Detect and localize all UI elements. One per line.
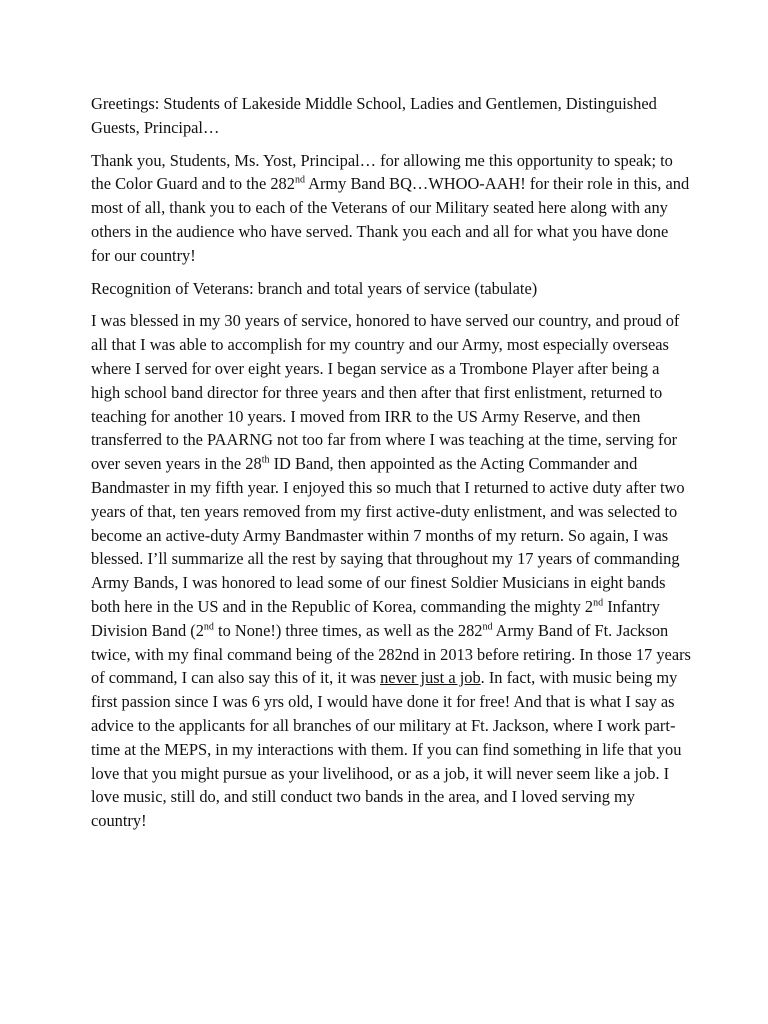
thanks-paragraph	[91, 149, 691, 268]
service-text-5: Army Band of Ft. Jackson twice, with my final command being of the 282nd in 2013 before retiring. In those 17 years of command, I can also say this of it, it was	[91, 620, 691, 688]
underlined-phrase: never just a job	[380, 668, 481, 688]
service-text-4: to None!) three times, as well as the 282	[213, 620, 483, 640]
ordinal-suffix: nd	[593, 597, 604, 609]
thanks-text-2: Army Band BQ…WHOO-AAH! for their role in this, and most of all, thank you to each of the Veterans of our Military seated here along with any others in the audience who have served. Thank you each and all for what you have done for our country!	[91, 174, 690, 265]
ordinal-suffix: nd	[294, 174, 305, 186]
recognition-paragraph: Recognition of Veterans: branch and total years of service (tabulate)	[91, 278, 538, 298]
service-text-3: Infantry Division Band (2	[91, 596, 660, 640]
service-text-1: I was blessed in my 30 years of service, honored to have served our country, and proud of all that I was able to accomplish for my country and our Army, most especially overseas where I served for over eight years. I began service as a Trombone Player after being a high school band director for three years and then after that first enlistment, returned to teaching for another 10 years. I moved from IRR to the US Army Reserve, and then transferred to the PAARNG not too far from where I was teaching at the time, serving for over seven years in the 28	[91, 311, 680, 474]
thanks-text-1: Thank you, Students, Ms. Yost, Principal… for allowing me this opportunity to speak; to the Color Guard and to the 282	[91, 150, 673, 194]
document-page	[91, 92, 691, 842]
service-paragraph	[91, 309, 691, 833]
ordinal-suffix: nd	[203, 621, 214, 633]
service-text-6: . In fact, with music being my first passion since I was 6 yrs old, I would have done it for free! And that is what I say as advice to the applicants for all branches of our military at Ft. Jackson, where I work part-time at the MEPS, in my interactions with them. If you can find something in life that you love that you might pursue as your livelihood, or as a job, it will never seem like a job. I love music, still do, and still conduct two bands in the area, and I loved serving my country!	[91, 668, 682, 831]
ordinal-suffix: th	[261, 454, 270, 466]
service-text-2: ID Band, then appointed as the Acting Commander and Bandmaster in my fifth year. I enjoyed this so much that I returned to active duty after two years of that, ten years removed from my first active-duty enlistment, and was selected to become an active-duty Army Bandmaster within 7 months of my return. So again, I was blessed. I’ll summarize all the rest by saying that throughout my 17 years of commanding Army Bands, I was honored to lead some of our finest Soldier Musicians in eight bands both here in the US and in the Republic of Korea, commanding the mighty 2	[91, 454, 685, 616]
ordinal-suffix: nd	[482, 621, 493, 633]
greeting-paragraph: Greetings: Students of Lakeside Middle School, Ladies and Gentlemen, Distinguished Guests, Principal…	[91, 94, 657, 137]
